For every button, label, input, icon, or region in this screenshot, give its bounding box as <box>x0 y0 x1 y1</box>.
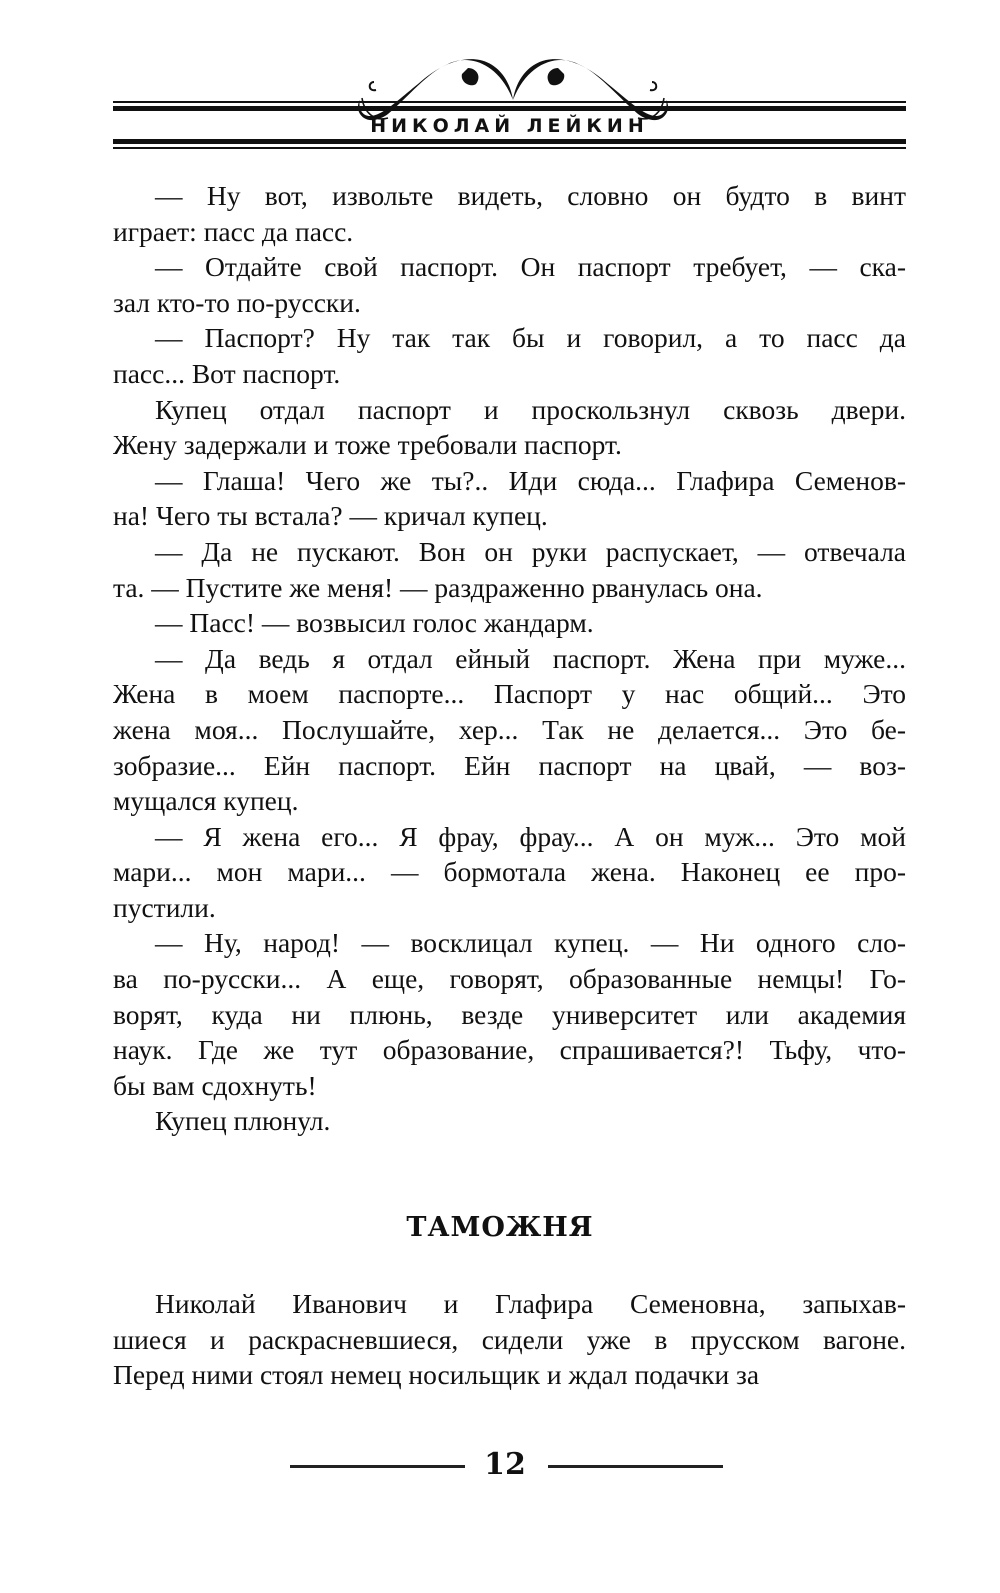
paragraph <box>113 534 906 605</box>
text-line: зал кто-то по-русски. <box>113 286 361 318</box>
paragraph <box>113 320 906 391</box>
page-footer <box>290 1445 720 1485</box>
paragraph <box>113 1286 906 1393</box>
text-line: — Да не пускают. Вон он руки распускает, — отвечала <box>155 535 906 567</box>
paragraph <box>113 178 906 249</box>
text-line: мари... мон мари... — бормотала жена. Наконец ее про- <box>113 856 906 888</box>
paragraph <box>113 819 906 926</box>
header-rule-top-thick <box>113 106 906 111</box>
header-rule-bottom-thin <box>113 147 906 149</box>
text-line: — Ну, народ! — восклицал купец. — Ни одного сло- <box>155 927 906 959</box>
text-line: на! Чего ты встала? — кричал купец. <box>113 500 548 532</box>
paragraph <box>113 641 906 819</box>
section-body-text <box>113 1286 906 1393</box>
text-line: Жену задержали и тоже требовали паспорт. <box>113 429 622 461</box>
footer-rule-right <box>548 1465 723 1468</box>
text-line: бы вам сдохнуть! <box>113 1069 317 1101</box>
body-text <box>113 178 906 1139</box>
text-line: — Паспорт? Ну так так бы и говорил, а то пасс да <box>155 322 906 354</box>
header-rule-bottom-thick <box>113 139 906 144</box>
text-line: Жена в моем паспорте... Паспорт у нас общий... Это <box>113 678 906 710</box>
paragraph <box>113 463 906 534</box>
text-line: мущался купец. <box>113 785 299 817</box>
footer-rule-left <box>290 1465 465 1468</box>
text-line: жена моя... Послушайте, хер... Так не делается... Это бе- <box>113 713 906 745</box>
text-line: шиеся и раскрасневшиеся, сидели уже в прусском вагоне. <box>113 1323 906 1355</box>
paragraph <box>113 249 906 320</box>
author-name: НИКОЛАЙ ЛЕЙКИН <box>370 115 649 137</box>
text-line: играет: пасс да пасс. <box>113 215 354 247</box>
text-line: — Ну вот, извольте видеть, словно он будто в винт <box>155 180 906 211</box>
paragraph <box>113 605 906 641</box>
paragraph <box>113 392 906 463</box>
paragraph <box>113 1103 906 1139</box>
section-title: ТАМОЖНЯ <box>406 1212 594 1243</box>
text-line: ворят, куда ни плюнь, везде университет или академия <box>113 998 906 1030</box>
text-line: та. — Пустите же меня! — раздраженно рванулась она. <box>113 571 763 603</box>
text-line: наук. Где же тут образование, спрашивается?! Тьфу, что- <box>113 1034 906 1066</box>
text-line: — Да ведь я отдал ейный паспорт. Жена при муже... <box>155 642 906 674</box>
text-line: — Пасс! — возвысил голос жандарм. <box>155 607 594 639</box>
text-line: — Я жена его... Я фрау, фрау... А он муж... Это мой <box>155 820 906 852</box>
running-header <box>113 30 906 160</box>
paragraph <box>113 925 906 1103</box>
text-line: пасс... Вот паспорт. <box>113 357 341 389</box>
text-line: пустили. <box>113 891 216 923</box>
text-line: зобразие... Ейн паспорт. Ейн паспорт на цвай, — воз- <box>113 749 906 781</box>
text-line: Купец отдал паспорт и проскользнул сквозь двери. <box>155 393 906 425</box>
text-line: — Глаша! Чего же ты?.. Иди сюда... Глафира Семенов- <box>155 464 906 496</box>
page-number: 12 <box>484 1447 526 1482</box>
text-line: Николай Иванович и Глафира Семеновна, запыхав- <box>155 1288 906 1319</box>
text-line: Перед ними стоял немец носильщик и ждал подачки за <box>113 1359 760 1391</box>
text-line: ва по-русски... А еще, говорят, образованные немцы! Го- <box>113 963 906 995</box>
header-rule-top-thin <box>113 101 906 103</box>
text-line: — Отдайте свой паспорт. Он паспорт требует, — ска- <box>155 251 906 283</box>
text-line: Купец плюнул. <box>155 1105 331 1137</box>
